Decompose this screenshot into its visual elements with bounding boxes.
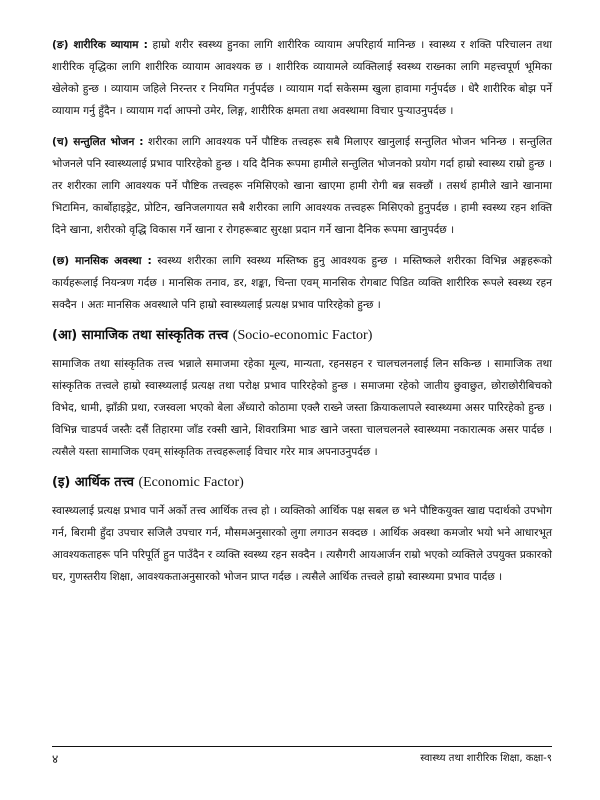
paragraph-text: हाम्रो शरीर स्वस्थ्य हुनका लागि शारीरिक व्यायाम अपरिहार्य मानिन्छ । स्वास्थ्य र शक्ति परिचालन तथा शारीरिक वृद्धिका लागि शारीरिक व्यायाम आवश्यक छ । शारीरिक व्यायामले व्यक्तिलाई स्वस्थ्य राख्नका लागि महत्त्वपूर्ण भूमिका खेलेको हुन्छ । व्यायाम जहिले निरन्तर र नियमित गर्नुपर्दछ । व्यायाम गर्दा सकेसम्म खुला हावामा गर्नुपर्दछ । धेरै शारीरिक बोझ पर्ने व्यायाम गर्नु हुँदैन । व्यायाम गर्दा आफ्नो उमेर, लिङ्ग, शारीरिक क्षमता तथा अवस्थामा विचार पुऱ्याउनुपर्दछ । — [52, 39, 552, 117]
paragraph-physical-exercise — [52, 34, 552, 122]
paragraph-text: शरीरका लागि आवश्यक पर्ने पौष्टिक तत्त्वहरू सबै मिलाएर खानुलाई सन्तुलित भोजन भनिन्छ । सन्तुलित भोजनले पनि स्वास्थ्यलाई प्रभाव पारिरहेको हुन्छ । यदि दैनिक रूपमा हामीले सन्तुलित भोजनको प्रयोग गर्दा हाम्रो स्वास्थ्य राम्रो हुन्छ । तर शरीरका लागि आवश्यक पर्ने पौष्टिक तत्त्वहरू नमिसिएको खाना खाएमा हामी रोगी बन्न सक्छौं । तसर्थ हामीले खाने खानामा भिटामिन, कार्बोहाइड्रेट, प्रोटिन, खनिजलगायत सबै शरीरका लागि आवश्यक तत्त्वहरू मिसिएको हुनुपर्दछ । हामी स्वस्थ्य रहन शक्ति दिने खाना, शरीरको वृद्धि विकास गर्ने खाना र रोगहरूबाट सुरक्षा प्रदान गर्ने खाना दैनिक रूपमा खानुपर्दछ । — [52, 136, 552, 236]
section-title-economic — [52, 472, 552, 494]
page-footer — [52, 746, 552, 766]
page-number: ४ — [52, 752, 59, 766]
page-body — [52, 34, 552, 597]
paragraph-heading: (छ) मानसिक अवस्था : — [52, 255, 152, 267]
section-title-socio-cultural — [52, 325, 552, 347]
paragraph-heading: (च) सन्तुलित भोजन : — [52, 136, 144, 148]
paragraph-balanced-diet — [52, 131, 552, 241]
footer-divider — [52, 746, 552, 747]
section-title-english: (Economic Factor) — [138, 475, 244, 490]
paragraph-heading: (ङ) शारीरिक व्यायाम : — [52, 39, 148, 51]
section-title-nepali: (आ) सामाजिक तथा सांस्कृतिक तत्त्व — [52, 328, 229, 343]
paragraph-mental-state — [52, 250, 552, 316]
section-title-nepali: (इ) आर्थिक तत्त्व — [52, 475, 134, 490]
section-text-economic: स्वास्थ्यलाई प्रत्यक्ष प्रभाव पार्ने अर्को तत्त्व आर्थिक तत्त्व हो । व्यक्तिको आर्थिक पक्ष सबल छ भने पौष्टिकयुक्त खाद्य पदार्थको उपभोग गर्न, बिरामी हुँदा उपचार सजिलै उपचार गर्न, मौसमअनुसारको लुगा लगाउन सक्दछ । आर्थिक अवस्था कमजोर भयो भने आधारभूत आवश्यकताहरू पनि परिपूर्ति हुन पाउँदैन र व्यक्ति स्वस्थ्य रहन सक्दैन । त्यसैगरी आयआर्जन राम्रो भएको व्यक्तिले उपयुक्त प्रकारको घर, गुणस्तरीय शिक्षा, आवश्यकताअनुसारको भोजन प्राप्त गर्दछ । त्यसैले आर्थिक तत्त्वले हाम्रो स्वास्थ्यमा प्रभाव पार्दछ । — [52, 505, 552, 583]
paragraph-text: स्वस्थ्य शरीरका लागि स्वस्थ्य मस्तिष्क हुनु आवश्यक हुन्छ । मस्तिष्कले शरीरका विभिन्न अङ्गहरूको कार्यहरूलाई नियन्त्रण गर्दछ । मानसिक तनाव, डर, शङ्का, चिन्ता एवम् मानसिक रोगबाट पिडित व्यक्ति शारीरिक रूपले स्वस्थ्य रहन सक्दैन । अतः मानसिक अवस्थाले पनि हाम्रो स्वास्थ्यलाई प्रत्यक्ष प्रभाव पारिरहेको हुन्छ । — [52, 255, 552, 311]
section-title-english: (Socio-economic Factor) — [232, 328, 373, 343]
footer-book-title: स्वास्थ्य तथा शारीरिक शिक्षा, कक्षा-९ — [420, 753, 552, 764]
section-text-socio-cultural: सामाजिक तथा सांस्कृतिक तत्त्व भन्नाले समाजमा रहेका मूल्य, मान्यता, रहनसहन र चालचलनलाई लिन सकिन्छ । सामाजिक तथा सांस्कृतिक तत्त्वले हाम्रो स्वास्थ्यलाई प्रत्यक्ष तथा परोक्ष प्रभाव पारिरहेको हुन्छ । समाजमा रहेको जातीय छुवाछुत, छोराछोरीबिचको विभेद, धामी, झाँक्री प्रथा, रजस्वला भएको बेला अँध्यारो कोठामा एक्लै राख्ने जस्ता क्रियाकलापले स्वास्थ्यमा असर पारिरहेको हुन्छ । विभिन्न चाडपर्व जस्तैः दसैं तिहारमा जाँड रक्सी खाने, शिवरात्रिमा भाङ खाने जस्ता चालचलनले स्वास्थ्यमा नकारात्मक असर पार्दछ । त्यसैले यस्ता सामाजिक एवम् सांस्कृतिक तत्त्वहरूलाई विचार गरेर मात्र अपनाउनुपर्दछ । — [52, 358, 552, 458]
